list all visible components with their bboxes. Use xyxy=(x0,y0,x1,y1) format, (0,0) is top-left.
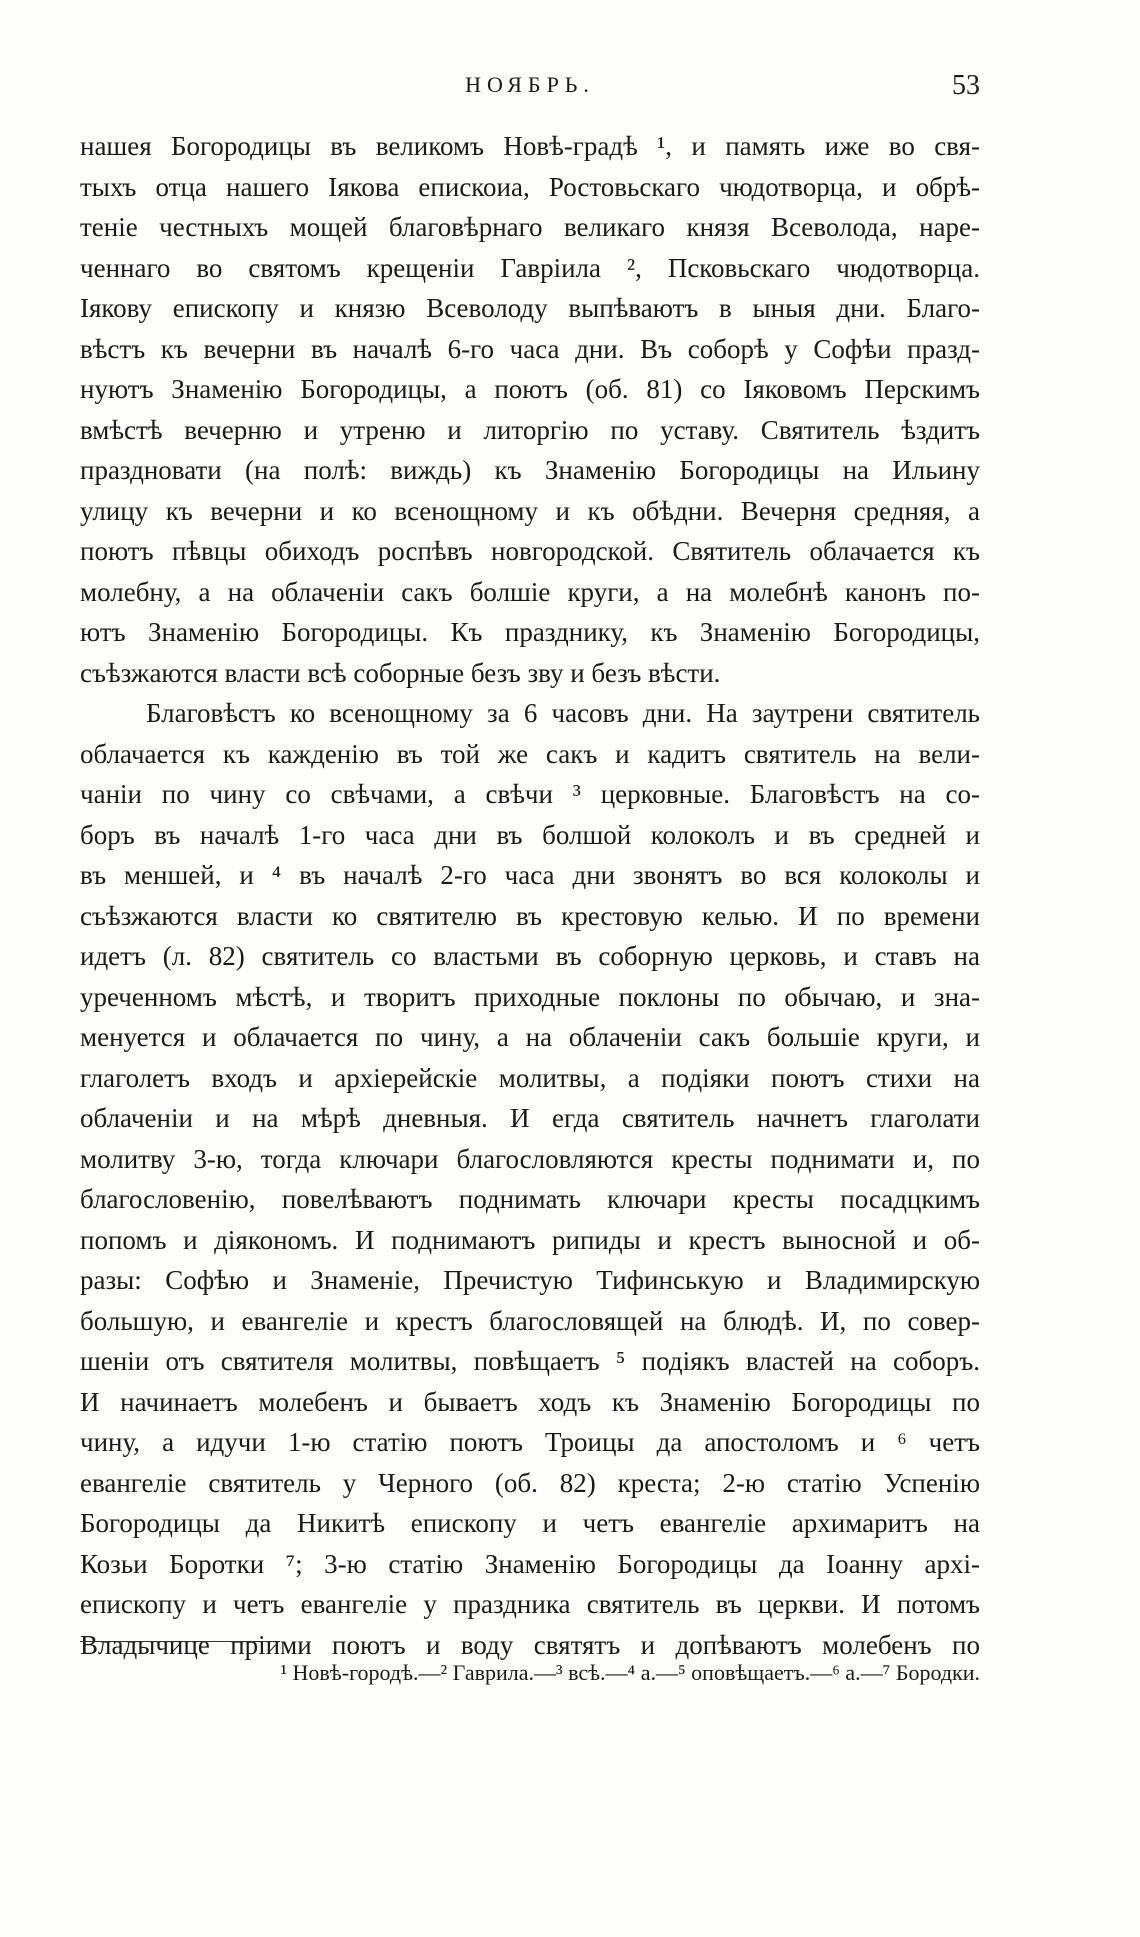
text-line: облаченіи и на мѣрѣ дневныя. И егда святитель начнетъ глаголати xyxy=(80,1103,980,1133)
text-line: праздновати (на полѣ: виждь) къ Знаменію Богородицы на Ильину xyxy=(80,455,980,485)
text-line: ютъ Знаменію Богородицы. Къ празднику, къ Знаменію Богородицы, xyxy=(80,617,980,647)
text-line: Богородицы да Никитѣ епископу и четъ евангеліе архимаритъ на xyxy=(80,1508,980,1538)
text-line: Благовѣстъ ко всенощному за 6 часовъ дни. На заутрени святитель xyxy=(146,698,980,728)
text-line: епископу и четъ евангеліе у праздника святитель въ церкви. И потомъ xyxy=(80,1589,980,1619)
text-line: разы: Софѣю и Знаменіе, Пречистую Тифинськую и Владимирскую xyxy=(80,1265,980,1295)
text-line: чаніи по чину со свѣчами, а свѣчи ³ церковные. Благовѣстъ на со- xyxy=(80,779,980,809)
text-line: молебну, а на облаченіи сакъ болшіе круги, а на молебнѣ канонъ по- xyxy=(80,576,980,607)
page-header xyxy=(80,72,980,112)
text-line: поютъ пѣвцы обиходъ роспѣвъ новгородской. Святитель облачается къ xyxy=(80,536,980,566)
text-line: боръ въ началѣ 1-го часа дни въ болшой колоколъ и въ средней и xyxy=(80,819,980,850)
running-title: НОЯБРЬ. xyxy=(465,72,595,97)
text-line: съѣзжаются власти ко святителю въ крестовую келью. И по времени xyxy=(80,900,980,931)
text-line: И начинаетъ молебенъ и бываетъ ходъ къ Знаменію Богородицы по xyxy=(80,1386,980,1417)
text-line: Іякову епископу и князю Всеволоду выпѣваютъ в ыныя дни. Благо- xyxy=(80,293,980,323)
text-line: вѣстъ къ вечерни въ началѣ 6-го часа дни. Въ соборѣ у Софѣи празд- xyxy=(80,333,980,364)
text-line: вмѣстѣ вечерню и утреню и литоргію по уставу. Святитель ѣздитъ xyxy=(80,414,980,445)
text-line: шеніи отъ святителя молитвы, повѣщаетъ ⁵ подіякъ властей на соборъ. xyxy=(80,1346,980,1376)
text-line: съѣзжаются власти всѣ соборные безъ зву и безъ вѣсти. xyxy=(80,657,721,688)
text-line: Владычице пріими поютъ и воду святятъ и допѣваютъ молебенъ по xyxy=(80,1629,980,1660)
text-line: облачается къ кажденію въ той же сакъ и кадитъ святитель на вели- xyxy=(80,738,980,769)
body-text xyxy=(80,126,980,1665)
text-line: нуютъ Знаменію Богородицы, а поютъ (об. 81) со Іяковомъ Перскимъ xyxy=(80,374,980,404)
text-line: большую, и евангеліе и крестъ благословящей на блюдѣ. И, по совер- xyxy=(80,1305,980,1336)
text-line: благословенію, повелѣваютъ поднимать ключари кресты посадцкимъ xyxy=(80,1184,980,1214)
text-line: чину, а идучи 1-ю статію поютъ Троицы да апостоломъ и ⁶ четъ xyxy=(80,1427,980,1457)
text-line: евангеліе святитель у Черного (об. 82) креста; 2-ю статію Успенію xyxy=(80,1467,980,1498)
page-number: 53 xyxy=(952,70,980,101)
text-line: въ меншей, и ⁴ въ началѣ 2-го часа дни звонятъ во вся колоколы и xyxy=(80,860,980,890)
text-line: молитву 3-ю, тогда ключари благословляются кресты поднимати и, по xyxy=(80,1143,980,1174)
text-line: менуется и облачается по чину, а на облаченіи сакъ большіе круги, и xyxy=(80,1022,980,1052)
footnotes: ¹ Новѣ-городѣ.—² Гаврила.—³ всѣ.—⁴ а.—⁵ оповѣщаетъ.—⁶ а.—⁷ Бородки. xyxy=(280,1660,980,1685)
text-line: нашея Богородицы въ великомъ Новѣ-градѣ ¹, и память иже во свя- xyxy=(80,131,980,161)
text-line: уреченномъ мѣстѣ, и творитъ приходные поклоны по обычаю, и зна- xyxy=(80,981,980,1012)
text-line: глаголетъ входъ и архіерейскіе молитвы, а подіяки поютъ стихи на xyxy=(80,1062,980,1093)
text-line: ченнаго во святомъ крещеніи Гавріила ², Псковьскаго чюдотворца. xyxy=(80,252,980,283)
text-line: улицу къ вечерни и ко всенощному и къ обѣдни. Вечерня средняя, а xyxy=(80,495,980,526)
text-line: теніе честныхъ мощей благовѣрнаго великаго князя Всеволода, наре- xyxy=(80,212,980,242)
text-line: Козьи Боротки ⁷; 3-ю статію Знаменію Богородицы да Іоанну архі- xyxy=(80,1548,980,1579)
text-line: тыхъ отца нашего Іякова епискоиа, Ростовьскаго чюдотворца, и обрѣ- xyxy=(80,171,980,202)
text-line: идетъ (л. 82) святитель со властьми въ соборную церковь, и ставъ на xyxy=(80,941,980,971)
text-line: попомъ и діякономъ. И поднимаютъ рипиды и крестъ выносной и об- xyxy=(80,1224,980,1255)
footnote-divider xyxy=(80,1641,280,1642)
